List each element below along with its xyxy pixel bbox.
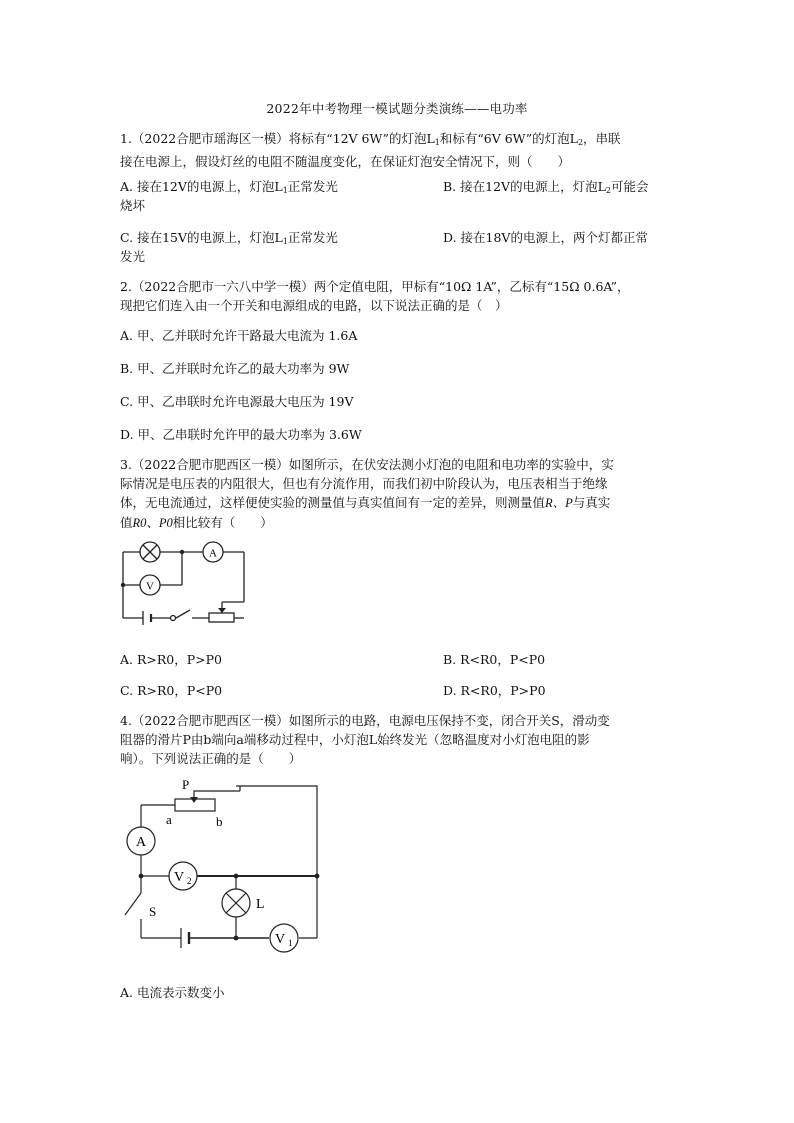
junction-dot (315, 874, 320, 879)
voltmeter-v2-label: V (173, 870, 185, 885)
q3-stem-line1: 3.（2022合肥市肥西区一模）如图所示，在伏安法测小灯泡的电阻和电功率的实验中，实 (120, 457, 614, 472)
q4-stem-line2: 阻器的滑片P由b端向a端移动过程中，小灯泡L始终发光（忽略温度对小灯泡电阻的影 (120, 732, 590, 747)
subscript: 1 (434, 138, 440, 147)
subscript: 1 (282, 186, 288, 195)
slider-wire (194, 791, 240, 799)
subscript: 2 (605, 186, 611, 195)
q3-stem-line3-end: 与真实 (572, 495, 611, 510)
q1-option-c-text: C. 接在15V的电源上，灯泡L (120, 230, 283, 245)
q1-stem-text-b: 和标有“6V 6W”的灯泡L (439, 131, 578, 146)
q3-option-b: B. R<R0，P<P0 (443, 652, 546, 667)
q3-stem-line4-a: 值 (120, 515, 133, 530)
q2-option-b: B. 甲、乙并联时允许乙的最大功率为 9W (120, 361, 350, 376)
q3-stem-vars: R、P (545, 496, 573, 510)
junction-dot (234, 874, 239, 879)
q4-option-a: A. 电流表示数变小 (120, 985, 225, 1000)
q3-stem-line3: 体，无电流通过，这样便使实验的测量值与真实值间有一定的差异，则测量值 (120, 495, 546, 510)
q4-stem-line1: 4.（2022合肥市肥西区一模）如图所示的电路，电源电压保持不变，闭合开关S，滑动变 (120, 713, 610, 728)
label-b: b (216, 814, 223, 829)
ammeter-label: A (135, 835, 147, 850)
q2-option-c: C. 甲、乙串联时允许电源最大电压为 19V (120, 394, 354, 409)
q2-stem-line2: 现把它们连入由一个开关和电源组成的电路，以下说法正确的是（ ） (120, 298, 508, 313)
q2-option-a: A. 甲、乙并联时允许干路最大电流为 1.6A (120, 328, 358, 343)
q1-option-a-text-end: 正常发光 (287, 179, 338, 194)
wire (236, 786, 317, 938)
subscript: 2 (577, 138, 584, 147)
label-a: a (166, 812, 172, 827)
q1-stem-text-c: ，串联 (583, 131, 621, 146)
voltmeter-label: V (146, 580, 154, 593)
q1-option-a-text: A. 接在12V的电源上，灯泡L (120, 179, 283, 194)
q1-option-d: D. 接在18V的电源上，两个灯都正常 (443, 230, 648, 245)
page-title: 2022年中考物理一模试题分类演练——电功率 (266, 101, 528, 116)
junction-dot (234, 936, 239, 941)
label-s: S (149, 904, 157, 919)
q3-option-a: A. R>R0，P>P0 (120, 652, 222, 667)
q1-option-c-text-end: 正常发光 (287, 230, 338, 245)
voltmeter-v2-subscript: 2 (187, 876, 192, 886)
label-p: P (182, 777, 190, 792)
subscript: 1 (282, 237, 288, 246)
q1-option-b-text-end: 可能会 (610, 179, 649, 194)
switch-blade (125, 893, 141, 915)
slider-arrow (190, 797, 198, 803)
q3-stem-vars-0: R0、P0 (132, 516, 173, 530)
q1-option-wrap: 发光 (120, 249, 146, 264)
voltmeter-v1-subscript: 1 (288, 938, 293, 948)
q3-stem-line2: 际情况是电压表的内阻很大，但也有分流作用，而我们初中阶段认为，电压表相当于绝缘 (120, 476, 608, 491)
q3-option-d: D. R<R0，P>P0 (443, 683, 546, 698)
label-l: L (256, 897, 265, 912)
junction-dot (139, 874, 144, 879)
ammeter-label: A (209, 547, 217, 560)
q1-stem-text-a: 1.（2022合肥市瑶海区一模）将标有“12V 6W”的灯泡L (120, 131, 435, 146)
q3-option-c: C. R>R0，P<P0 (120, 683, 223, 698)
q3-stem-line4-b: 相比较有（ ） (172, 515, 273, 530)
q1-stem-line2: 接在电源上，假设灯丝的电阻不随温度变化，在保证灯泡安全情况下，则（ ） (120, 154, 571, 169)
q1-option-b-text: B. 接在12V的电源上，灯泡L (443, 179, 606, 194)
voltmeter-v1-label: V (274, 932, 286, 947)
q2-stem-line1: 2.（2022合肥市一六八中学一模）两个定值电阻，甲标有“10Ω 1A”，乙标有“15Ω 0.6A”， (120, 279, 630, 294)
q4-stem-line3: 响）。下列说法正确的是（ ） (120, 751, 302, 766)
q1-option-b-wrap: 烧坏 (120, 198, 146, 213)
q2-option-d: D. 甲、乙串联时允许甲的最大功率为 3.6W (120, 427, 362, 442)
